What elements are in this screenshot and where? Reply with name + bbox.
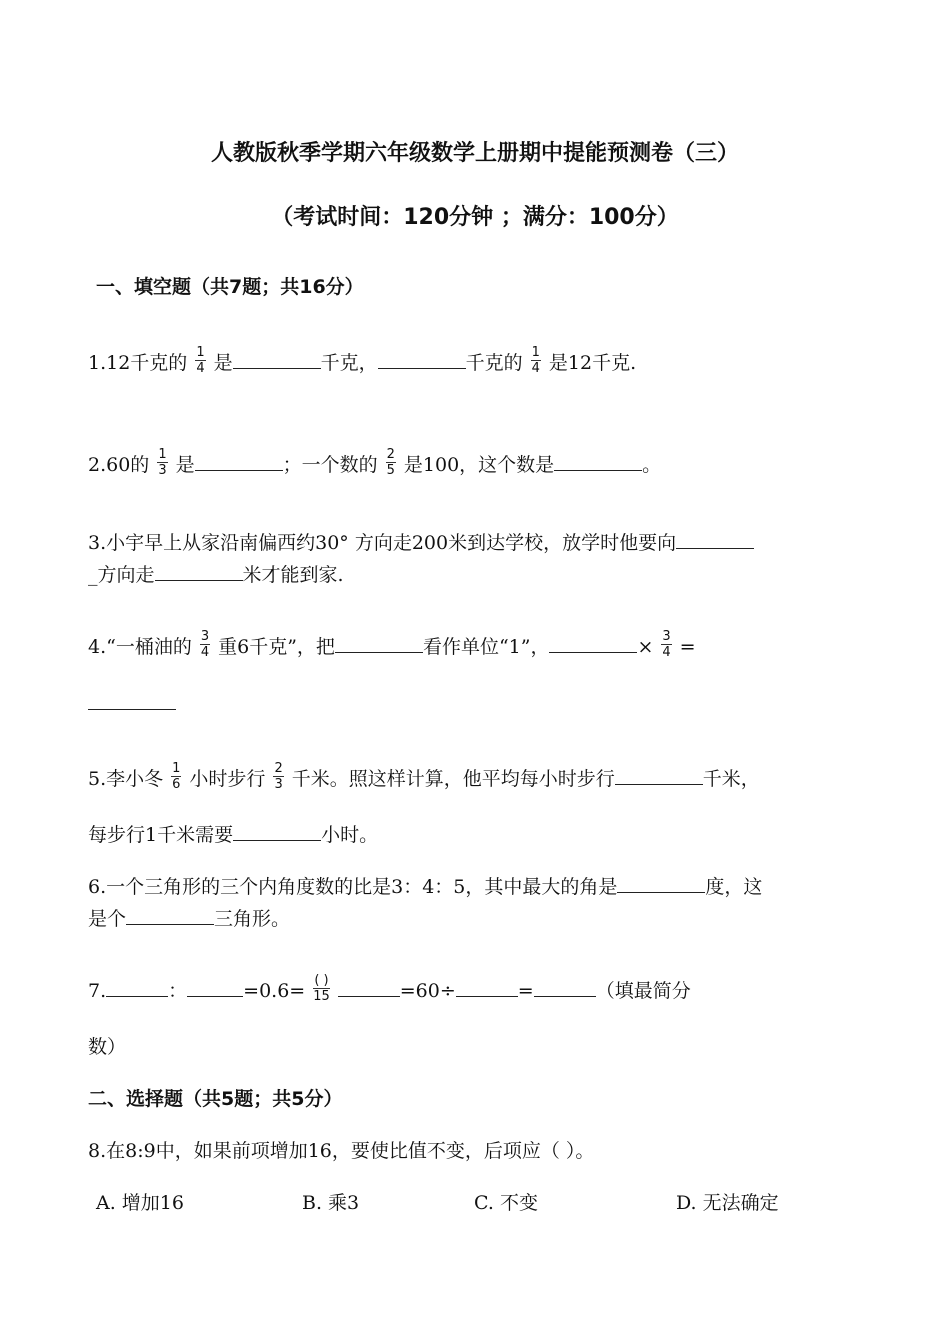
answer-blank[interactable] xyxy=(126,907,214,925)
answer-blank[interactable] xyxy=(338,979,400,997)
answer-blank[interactable] xyxy=(534,979,596,997)
option-c[interactable]: C. 不变 xyxy=(474,1192,538,1214)
fraction: $\frac{1}{6}$ xyxy=(172,760,181,792)
answer-blank[interactable] xyxy=(335,635,423,653)
question-7-line-2: 数） xyxy=(88,1036,127,1058)
question-5-line-2: 每步行1千米需要 小时。 xyxy=(88,824,379,846)
fraction: $\frac{3}{4}$ xyxy=(200,628,210,660)
question-6-line-1: 6.一个三角形的三个内角度数的比是3：4：5，其中最大的角是 度，这 xyxy=(88,876,763,898)
section-2-heading: 二、选择题（共5题；共5分） xyxy=(88,1088,343,1110)
question-4-line-2 xyxy=(88,692,176,715)
answer-blank[interactable] xyxy=(378,351,466,369)
fraction: $\frac{1}{4}$ xyxy=(531,344,540,376)
answer-blank[interactable] xyxy=(615,767,703,785)
fraction: $\frac{( )}{15}$ xyxy=(313,972,330,1004)
question-7: 7. ： =0.6= $\frac{( )}{15}$ =60÷ = （填最简分 xyxy=(88,972,691,1004)
answer-blank[interactable] xyxy=(155,563,243,581)
answer-blank[interactable] xyxy=(676,531,754,549)
answer-blank[interactable] xyxy=(554,453,642,471)
question-8: 8.在8:9中，如果前项增加16，要使比值不变，后项应（ ）。 xyxy=(88,1140,595,1162)
answer-blank[interactable] xyxy=(88,692,176,710)
answer-blank[interactable] xyxy=(549,635,637,653)
answer-blank[interactable] xyxy=(233,351,321,369)
question-1: 1.12千克的 $\frac{1}{4}$ 是 千克， 千克的 $\frac{1}{4}$ 是12千克. xyxy=(88,344,637,376)
question-3-line-1: 3.小宇早上从家沿南偏西约30° 方向走200米到达学校，放学时他要向 xyxy=(88,528,754,555)
answer-blank[interactable] xyxy=(456,979,518,997)
fraction: $\frac{3}{4}$ xyxy=(662,628,671,660)
answer-blank[interactable] xyxy=(106,979,168,997)
option-d[interactable]: D. 无法确定 xyxy=(676,1192,779,1214)
option-a[interactable]: A. 增加16 xyxy=(96,1192,184,1214)
answer-blank[interactable] xyxy=(617,875,705,893)
question-3-line-2: _方向走 米才能到家. xyxy=(88,564,344,586)
section-1-heading: 一、填空题（共7题；共16分） xyxy=(96,276,364,298)
fraction: $\frac{1}{3}$ xyxy=(158,446,167,478)
question-6-line-2: 是个 三角形。 xyxy=(88,908,291,930)
answer-blank[interactable] xyxy=(187,979,243,997)
question-4: 4.“一桶油的 $\frac{3}{4}$ 重6千克”，把 看作单位“1”， × $\frac{3}{4}$ = xyxy=(88,628,696,660)
fraction: $\frac{1}{4}$ xyxy=(196,344,205,376)
fraction: $\frac{2}{3}$ xyxy=(274,760,283,792)
answer-blank[interactable] xyxy=(195,453,283,471)
answer-blank[interactable] xyxy=(233,823,321,841)
page-title: 人教版秋季学期六年级数学上册期中提能预测卷（三） xyxy=(210,141,739,166)
page-subtitle: （考试时间：120分钟 ；满分：100分） xyxy=(271,205,679,230)
question-5: 5.李小冬 $\frac{1}{6}$ 小时步行 $\frac{2}{3}$ 千米。照这样计算，他平均每小时步行 千米， xyxy=(88,760,760,792)
option-b[interactable]: B. 乘3 xyxy=(302,1192,360,1214)
fraction: $\frac{2}{5}$ xyxy=(386,446,395,478)
question-2: 2.60的 $\frac{1}{3}$ 是 ；一个数的 $\frac{2}{5}$ 是100，这个数是 。 xyxy=(88,446,662,478)
